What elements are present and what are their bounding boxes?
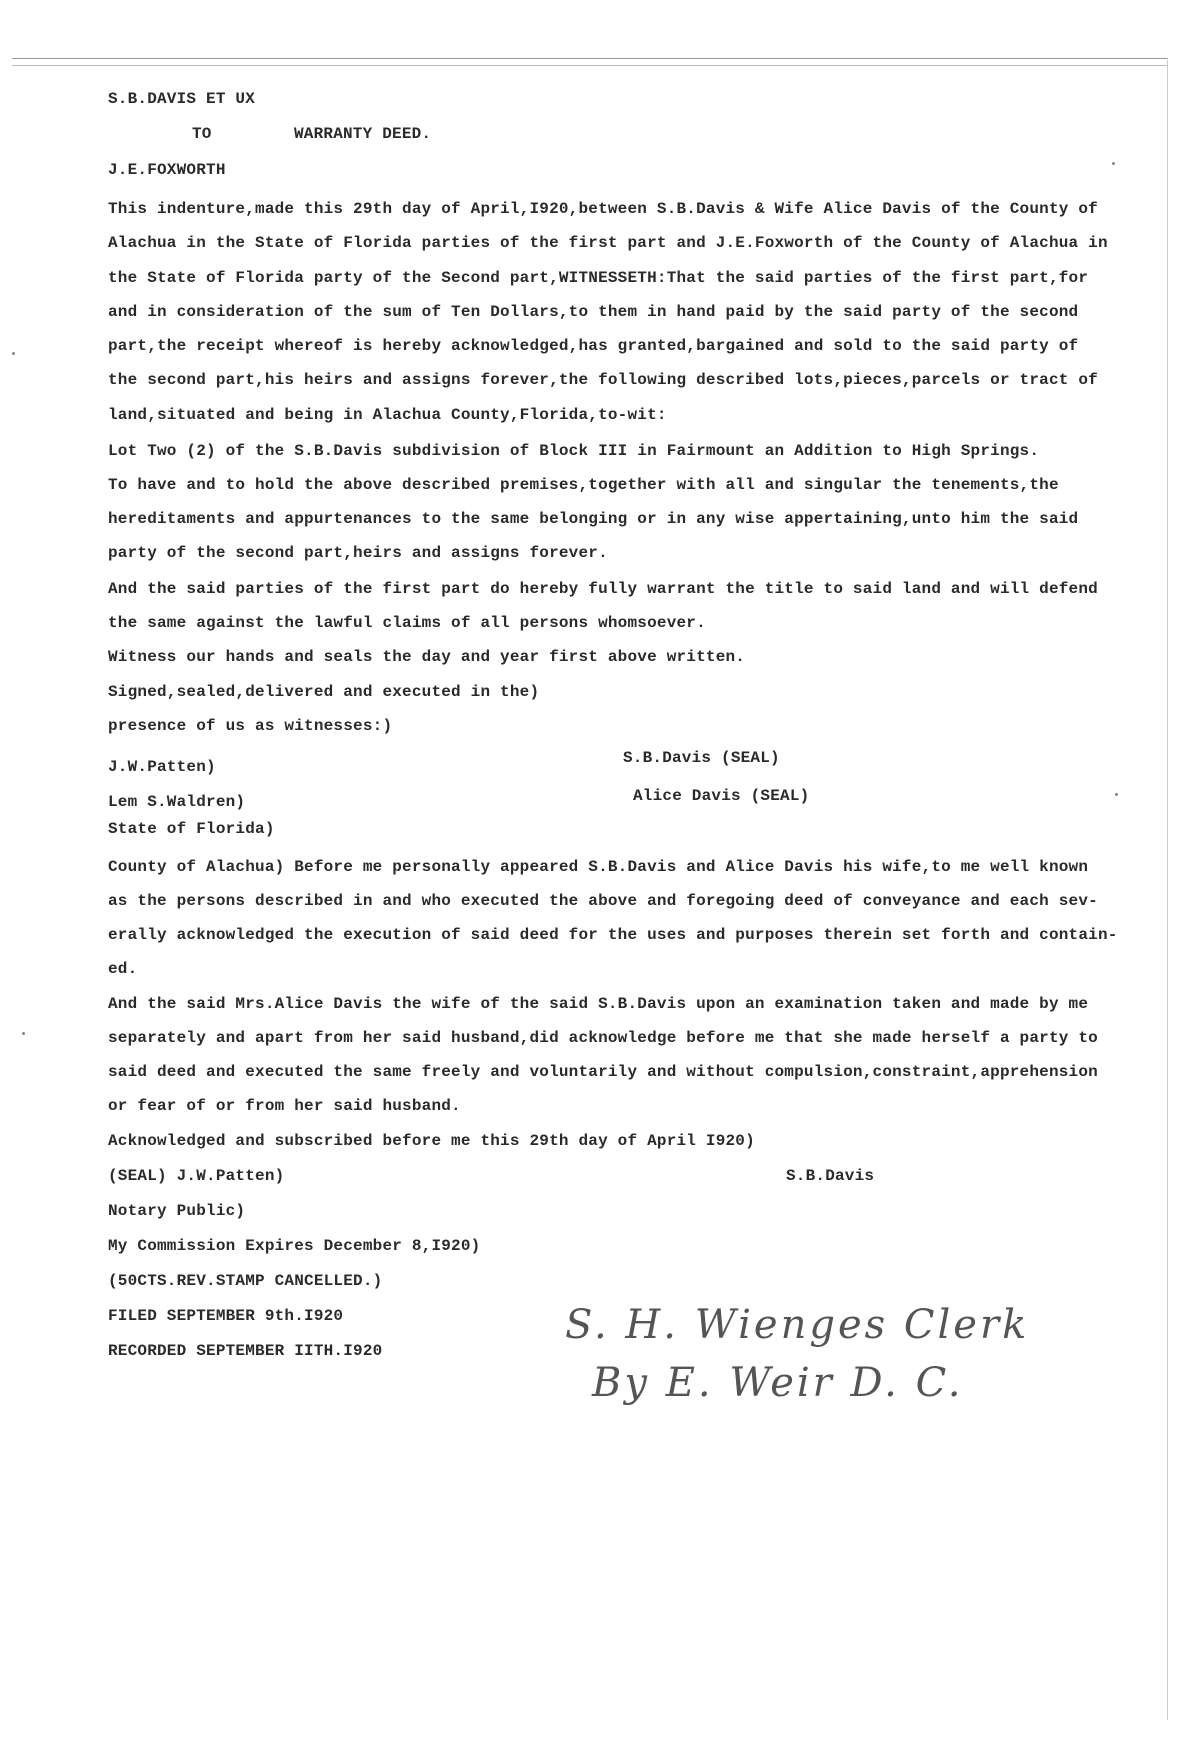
grantor-signature-1: S.B.Davis (SEAL) (623, 749, 780, 767)
deed-body-line: And the said parties of the first part do hereby fully warrant the title to said land and will defend (108, 580, 1098, 598)
recorded-date: RECORDED SEPTEMBER IITH.I920 (108, 1342, 383, 1360)
deed-body-line: part,the receipt whereof is hereby acknowledged,has granted,bargained and sold to the said party of (108, 337, 1079, 355)
deed-body-line: Alachua in the State of Florida parties of the first part and J.E.Foxworth of the County of Alachua in (108, 234, 1108, 252)
clerk-signature: S. H. Wienges Clerk (565, 1302, 1030, 1348)
scan-speck (22, 1032, 25, 1035)
scan-speck (1112, 162, 1115, 165)
grantor-heading: S.B.DAVIS ET UX (108, 90, 256, 108)
witness-2: Lem S.Waldren) (108, 793, 246, 811)
acknowledgment-line: as the persons described in and who executed the above and foregoing deed of conveyance and each sev- (108, 892, 1098, 910)
deed-body-line: the second part,his heirs and assigns forever,the following described lots,pieces,parcels or tract of (108, 371, 1098, 389)
ack-signer: S.B.Davis (786, 1167, 875, 1185)
acknowledgment-line: Acknowledged and subscribed before me this 29th day of April I920) (108, 1132, 755, 1150)
revenue-stamp-note: (50CTS.REV.STAMP CANCELLED.) (108, 1272, 383, 1290)
grantor-signature-2: Alice Davis (SEAL) (633, 787, 810, 805)
deed-body-line: and in consideration of the sum of Ten Dollars,to them in hand paid by the said party of the second (108, 303, 1079, 321)
deed-body-line: To have and to hold the above described premises,together with all and singular the tenements,the (108, 476, 1059, 494)
deed-body-line: party of the second part,heirs and assigns forever. (108, 544, 608, 562)
to-heading: TO (192, 125, 212, 143)
acknowledgment-line: ed. (108, 960, 138, 978)
scan-speck (1115, 793, 1118, 796)
deed-body-line: This indenture,made this 29th day of April,I920,between S.B.Davis & Wife Alice Davis of the County of (108, 200, 1098, 218)
grantee-heading: J.E.FOXWORTH (108, 161, 226, 179)
deed-body-line: hereditaments and appurtenances to the same belonging or in any wise appertaining,unto him the said (108, 510, 1079, 528)
deed-body-line: land,situated and being in Alachua County,Florida,to-wit: (108, 406, 667, 424)
filed-date: FILED SEPTEMBER 9th.I920 (108, 1307, 344, 1325)
deed-body-line: the State of Florida party of the Second part,WITNESSETH:That the said parties of the first part,for (108, 269, 1089, 287)
deed-body-line: Signed,sealed,delivered and executed in the) (108, 683, 540, 701)
right-border-rule (1167, 60, 1168, 1720)
notary-seal-line: (SEAL) J.W.Patten) (108, 1167, 285, 1185)
acknowledgment-line: or fear of or from her said husband. (108, 1097, 461, 1115)
top-border-rule (12, 58, 1168, 66)
deed-body-line: Lot Two (2) of the S.B.Davis subdivision of Block III in Fairmount an Addition to High Springs. (108, 442, 1040, 460)
document-type: WARRANTY DEED. (294, 125, 432, 143)
acknowledgment-line: County of Alachua) Before me personally appeared S.B.Davis and Alice Davis his wife,to me well known (108, 858, 1089, 876)
deputy-clerk-signature: By E. Weir D. C. (592, 1360, 964, 1406)
deed-body-line: presence of us as witnesses:) (108, 717, 393, 735)
acknowledgment-line: And the said Mrs.Alice Davis the wife of the said S.B.Davis upon an examination taken and made by me (108, 995, 1089, 1013)
acknowledgment-line: erally acknowledged the execution of said deed for the uses and purposes therein set forth and contain- (108, 926, 1118, 944)
acknowledgment-line: separately and apart from her said husband,did acknowledge before me that she made herself a party to (108, 1029, 1098, 1047)
witness-1: J.W.Patten) (108, 758, 216, 776)
acknowledgment-line: said deed and executed the same freely and voluntarily and without compulsion,constraint,apprehension (108, 1063, 1098, 1081)
scan-speck (12, 352, 15, 355)
deed-body-line: the same against the lawful claims of all persons whomsoever. (108, 614, 706, 632)
acknowledgment-line: State of Florida) (108, 820, 275, 838)
deed-body-line: Witness our hands and seals the day and year first above written. (108, 648, 746, 666)
commission-expiry: My Commission Expires December 8,I920) (108, 1237, 481, 1255)
notary-title: Notary Public) (108, 1202, 246, 1220)
